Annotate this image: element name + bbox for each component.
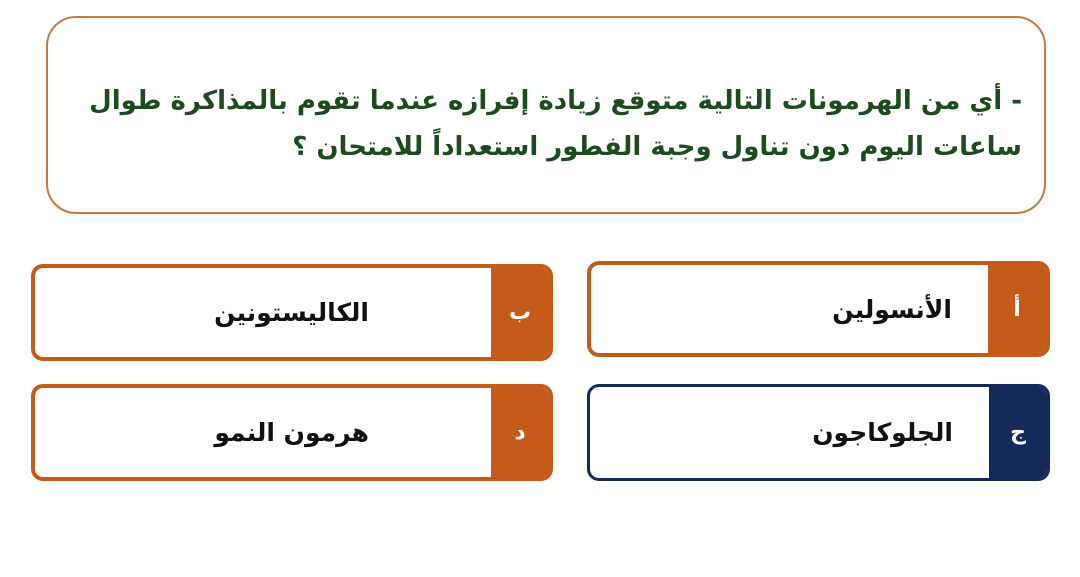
option-a-button[interactable] [587,261,1050,357]
option-d-label: هرمون النمو [214,418,369,447]
option-a-label: الأنسولين [832,294,952,324]
option-c-letter: ج [989,387,1047,478]
question-text: - أي من الهرمونات التالية متوقع زيادة إفرازه عندما تقوم بالمذاكرة طوال ساعات اليوم دون تناول وجبة الفطور استعداداً للامتحان ؟ [89,86,1022,162]
option-d-letter: د [491,388,549,477]
option-c-label: الجلوكاجون [812,418,953,447]
option-b-label: الكاليستونين [214,298,369,327]
option-b-button[interactable] [31,264,553,361]
question-card [46,16,1046,214]
option-a-letter: أ [988,265,1046,353]
option-c-button-selected[interactable] [587,384,1050,481]
option-b-letter: ب [491,268,549,357]
option-d-button[interactable] [31,384,553,481]
